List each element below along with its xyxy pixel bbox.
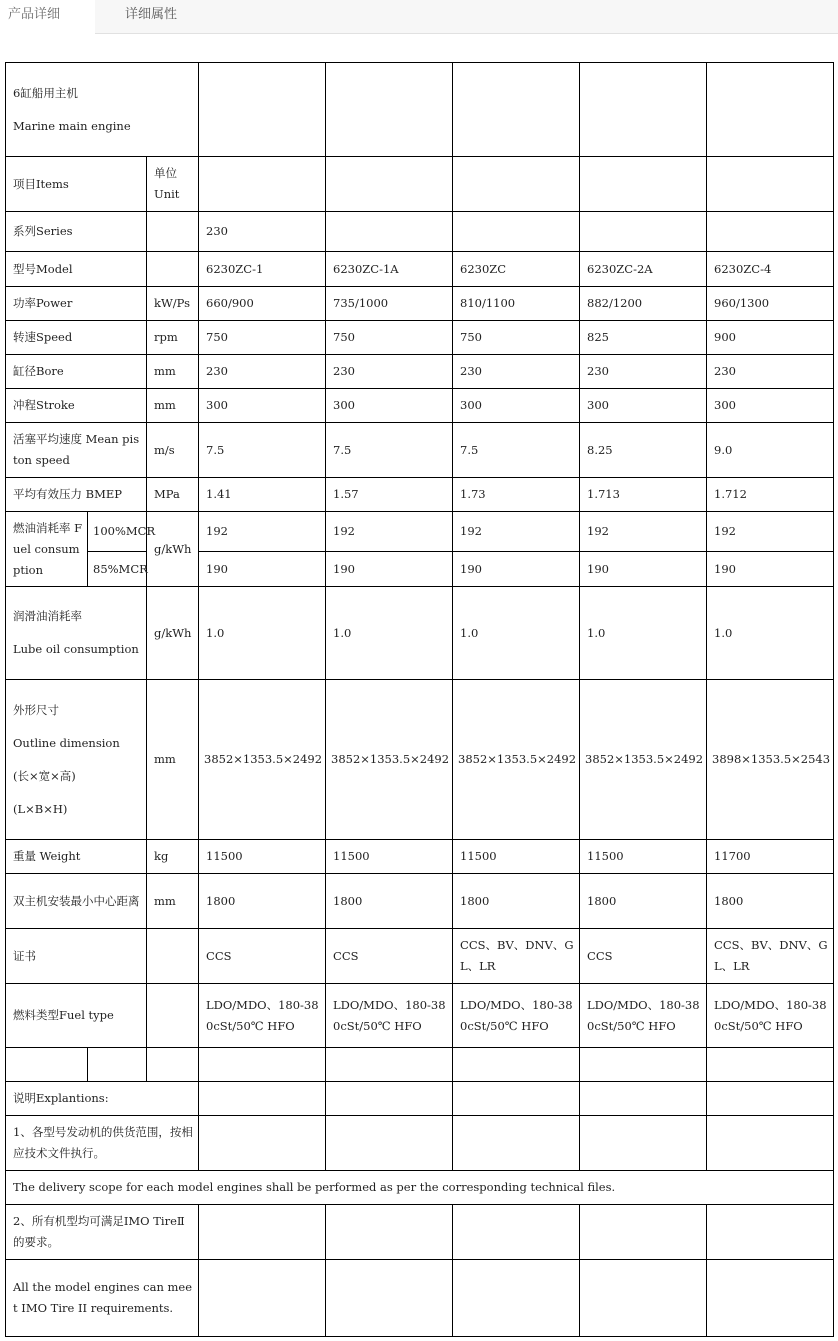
table-row — [6, 1048, 834, 1082]
unit-cell: m/s — [147, 423, 199, 478]
bmep-value: 1.712 — [707, 478, 834, 512]
weight-value: 11700 — [707, 840, 834, 874]
outline-value: 3852×1353.5×2492 — [199, 680, 326, 840]
table-cell — [199, 1260, 326, 1337]
table-row — [6, 157, 834, 212]
model-value: 6230ZC-1 — [199, 252, 326, 287]
power-value: 882/1200 — [580, 287, 707, 321]
table-row — [6, 929, 834, 984]
fuel-value: 190 — [326, 552, 453, 587]
bmep-value: 1.41 — [199, 478, 326, 512]
speed-value: 750 — [199, 321, 326, 355]
power-value: 660/900 — [199, 287, 326, 321]
table-cell — [580, 1116, 707, 1171]
table-cell — [707, 1048, 834, 1082]
table-row — [6, 287, 834, 321]
table-row — [6, 512, 834, 552]
distance-value: 1800 — [580, 874, 707, 929]
power-value: 810/1100 — [453, 287, 580, 321]
table-cell — [707, 63, 834, 157]
table-cell — [326, 1048, 453, 1082]
table-row — [6, 355, 834, 389]
cert-value: CCS、BV、DNV、GL、LR — [707, 929, 834, 984]
lube-value: 1.0 — [580, 587, 707, 680]
row-label — [6, 680, 147, 840]
lube-value: 1.0 — [199, 587, 326, 680]
lube-label-cn: 润滑油消耗率 — [13, 609, 82, 623]
row-label: 证书 — [6, 929, 147, 984]
fuel-value: 192 — [707, 512, 834, 552]
table-cell — [199, 157, 326, 212]
fuel-value: 190 — [199, 552, 326, 587]
fuel-value: 192 — [453, 512, 580, 552]
table-row — [6, 680, 834, 840]
piston-speed-value: 7.5 — [453, 423, 580, 478]
table-row — [6, 1260, 834, 1337]
table-cell — [453, 63, 580, 157]
table-cell — [580, 157, 707, 212]
table-cell — [326, 1260, 453, 1337]
outline-value: 3852×1353.5×2492 — [326, 680, 453, 840]
tab-bar — [0, 0, 838, 34]
table-row — [6, 1082, 834, 1116]
outline-label-line3: (长×宽×高) — [13, 768, 76, 783]
engine-title-cn: 6缸船用主机 — [13, 85, 78, 100]
stroke-value: 300 — [326, 389, 453, 423]
table-cell — [580, 1048, 707, 1082]
unit-cell: g/kWh — [147, 512, 199, 587]
table-row — [6, 478, 834, 512]
stroke-value: 300 — [199, 389, 326, 423]
table-row — [6, 389, 834, 423]
outline-value: 3898×1353.5×2543 — [707, 680, 834, 840]
unit-cell: kg — [147, 840, 199, 874]
table-cell — [326, 157, 453, 212]
table-row — [6, 63, 834, 157]
table-cell — [580, 1260, 707, 1337]
table-cell — [707, 1205, 834, 1260]
table-cell — [707, 157, 834, 212]
table-row — [6, 212, 834, 252]
engine-title-cell — [6, 63, 199, 157]
table-row — [6, 552, 834, 587]
unit-header-en: Unit — [154, 187, 180, 201]
bore-value: 230 — [707, 355, 834, 389]
outline-label-line4: (L×B×H) — [13, 801, 68, 816]
table-cell — [453, 1048, 580, 1082]
table-cell — [707, 212, 834, 252]
speed-value: 825 — [580, 321, 707, 355]
engine-title-en: Marine main engine — [13, 118, 131, 133]
fuel-sub-label: 85%MCR — [88, 552, 147, 587]
row-label: 系列Series — [6, 212, 147, 252]
row-label: 冲程Stroke — [6, 389, 147, 423]
table-cell — [326, 1205, 453, 1260]
weight-value: 11500 — [326, 840, 453, 874]
distance-value: 1800 — [707, 874, 834, 929]
power-value: 960/1300 — [707, 287, 834, 321]
fuel-type-value: LDO/MDO、180-380cSt/50℃ HFO — [453, 984, 580, 1048]
table-cell — [326, 1082, 453, 1116]
unit-cell: mm — [147, 680, 199, 840]
fuel-type-value: LDO/MDO、180-380cSt/50℃ HFO — [707, 984, 834, 1048]
tab-detailed-attributes[interactable]: 详细属性 — [125, 7, 178, 22]
row-label: 型号Model — [6, 252, 147, 287]
unit-header-cn: 单位 — [154, 166, 177, 180]
table-cell — [326, 63, 453, 157]
table-cell — [580, 212, 707, 252]
cert-value: CCS — [326, 929, 453, 984]
row-label: 重量 Weight — [6, 840, 147, 874]
table-row — [6, 984, 834, 1048]
unit-cell: MPa — [147, 478, 199, 512]
row-label: 燃油消耗率 Fuel consumption — [6, 512, 88, 587]
table-cell — [453, 212, 580, 252]
table-cell — [199, 63, 326, 157]
stroke-value: 300 — [707, 389, 834, 423]
weight-value: 11500 — [199, 840, 326, 874]
fuel-type-value: LDO/MDO、180-380cSt/50℃ HFO — [326, 984, 453, 1048]
unit-cell: g/kWh — [147, 587, 199, 680]
unit-cell — [147, 252, 199, 287]
unit-cell: mm — [147, 389, 199, 423]
outline-value: 3852×1353.5×2492 — [580, 680, 707, 840]
lube-value: 1.0 — [453, 587, 580, 680]
table-row — [6, 1205, 834, 1260]
piston-speed-value: 7.5 — [199, 423, 326, 478]
note-2-cn: 2、所有机型均可满足IMO TireⅡ的要求。 — [6, 1205, 199, 1260]
bore-value: 230 — [326, 355, 453, 389]
bore-value: 230 — [580, 355, 707, 389]
note-1-en: The delivery scope for each model engines shall be performed as per the corresponding technical files. — [6, 1171, 834, 1205]
table-cell — [326, 1116, 453, 1171]
stroke-value: 300 — [580, 389, 707, 423]
table-row — [6, 587, 834, 680]
weight-value: 11500 — [580, 840, 707, 874]
row-label: 平均有效压力 BMEP — [6, 478, 147, 512]
table-cell — [326, 212, 453, 252]
distance-value: 1800 — [326, 874, 453, 929]
unit-cell: rpm — [147, 321, 199, 355]
model-value: 6230ZC-1A — [326, 252, 453, 287]
speed-value: 750 — [453, 321, 580, 355]
model-value: 6230ZC-2A — [580, 252, 707, 287]
distance-value: 1800 — [453, 874, 580, 929]
bmep-value: 1.57 — [326, 478, 453, 512]
speed-value: 900 — [707, 321, 834, 355]
unit-cell: mm — [147, 874, 199, 929]
unit-cell — [147, 984, 199, 1048]
model-value: 6230ZC-4 — [707, 252, 834, 287]
table-cell — [199, 1082, 326, 1116]
table-cell — [707, 1260, 834, 1337]
table-cell — [199, 1205, 326, 1260]
table-cell — [199, 1048, 326, 1082]
piston-speed-value: 8.25 — [580, 423, 707, 478]
table-row — [6, 321, 834, 355]
unit-cell — [147, 212, 199, 252]
table-row — [6, 840, 834, 874]
table-cell — [453, 1260, 580, 1337]
table-cell — [453, 1082, 580, 1116]
table-cell — [6, 1048, 88, 1082]
table-row — [6, 1171, 834, 1205]
row-label: 功率Power — [6, 287, 147, 321]
notes-heading: 说明Explantions: — [6, 1082, 199, 1116]
cert-value: CCS — [580, 929, 707, 984]
bore-value: 230 — [453, 355, 580, 389]
table-cell — [88, 1048, 147, 1082]
lube-value: 1.0 — [707, 587, 834, 680]
power-value: 735/1000 — [326, 287, 453, 321]
unit-cell — [147, 929, 199, 984]
stroke-value: 300 — [453, 389, 580, 423]
note-2-en: All the model engines can meet IMO Tire II requirements. — [6, 1260, 199, 1337]
table-cell — [453, 1205, 580, 1260]
table-cell — [580, 63, 707, 157]
outline-value: 3852×1353.5×2492 — [453, 680, 580, 840]
unit-cell: mm — [147, 355, 199, 389]
fuel-value: 190 — [707, 552, 834, 587]
table-cell — [147, 1048, 199, 1082]
items-header: 项目Items — [6, 157, 147, 212]
table-cell — [707, 1116, 834, 1171]
table-cell — [580, 1205, 707, 1260]
model-value: 6230ZC — [453, 252, 580, 287]
series-value: 230 — [199, 212, 326, 252]
fuel-value: 192 — [326, 512, 453, 552]
fuel-type-value: LDO/MDO、180-380cSt/50℃ HFO — [199, 984, 326, 1048]
table-row — [6, 874, 834, 929]
outline-label-line2: Outline dimension — [13, 735, 120, 750]
cert-value: CCS、BV、DNV、GL、LR — [453, 929, 580, 984]
table-cell — [453, 1116, 580, 1171]
row-label: 活塞平均速度 Mean piston speed — [6, 423, 147, 478]
table-row — [6, 252, 834, 287]
lube-label-en: Lube oil consumption — [13, 642, 139, 656]
row-label — [6, 587, 147, 680]
fuel-value: 192 — [199, 512, 326, 552]
speed-value: 750 — [326, 321, 453, 355]
bore-value: 230 — [199, 355, 326, 389]
table-cell — [199, 1116, 326, 1171]
table-row — [6, 1116, 834, 1171]
fuel-value: 190 — [580, 552, 707, 587]
tab-product-details[interactable]: 产品详细 — [0, 0, 95, 35]
fuel-value: 192 — [580, 512, 707, 552]
distance-value: 1800 — [199, 874, 326, 929]
fuel-value: 190 — [453, 552, 580, 587]
table-cell — [453, 157, 580, 212]
table-cell — [707, 1082, 834, 1116]
unit-header — [147, 157, 199, 212]
row-label: 双主机安装最小中心距离 — [6, 874, 147, 929]
fuel-sub-label: 100%MCR — [88, 512, 147, 552]
row-label: 缸径Bore — [6, 355, 147, 389]
weight-value: 11500 — [453, 840, 580, 874]
table-row — [6, 423, 834, 478]
unit-cell: kW/Ps — [147, 287, 199, 321]
piston-speed-value: 9.0 — [707, 423, 834, 478]
note-1-cn: 1、各型号发动机的供货范围，按相应技术文件执行。 — [6, 1116, 199, 1171]
cert-value: CCS — [199, 929, 326, 984]
row-label: 燃料类型Fuel type — [6, 984, 147, 1048]
outline-label-line1: 外形尺寸 — [13, 702, 59, 717]
lube-value: 1.0 — [326, 587, 453, 680]
table-cell — [580, 1082, 707, 1116]
engine-spec-table — [5, 62, 834, 1337]
fuel-type-value: LDO/MDO、180-380cSt/50℃ HFO — [580, 984, 707, 1048]
row-label: 转速Speed — [6, 321, 147, 355]
bmep-value: 1.73 — [453, 478, 580, 512]
bmep-value: 1.713 — [580, 478, 707, 512]
piston-speed-value: 7.5 — [326, 423, 453, 478]
